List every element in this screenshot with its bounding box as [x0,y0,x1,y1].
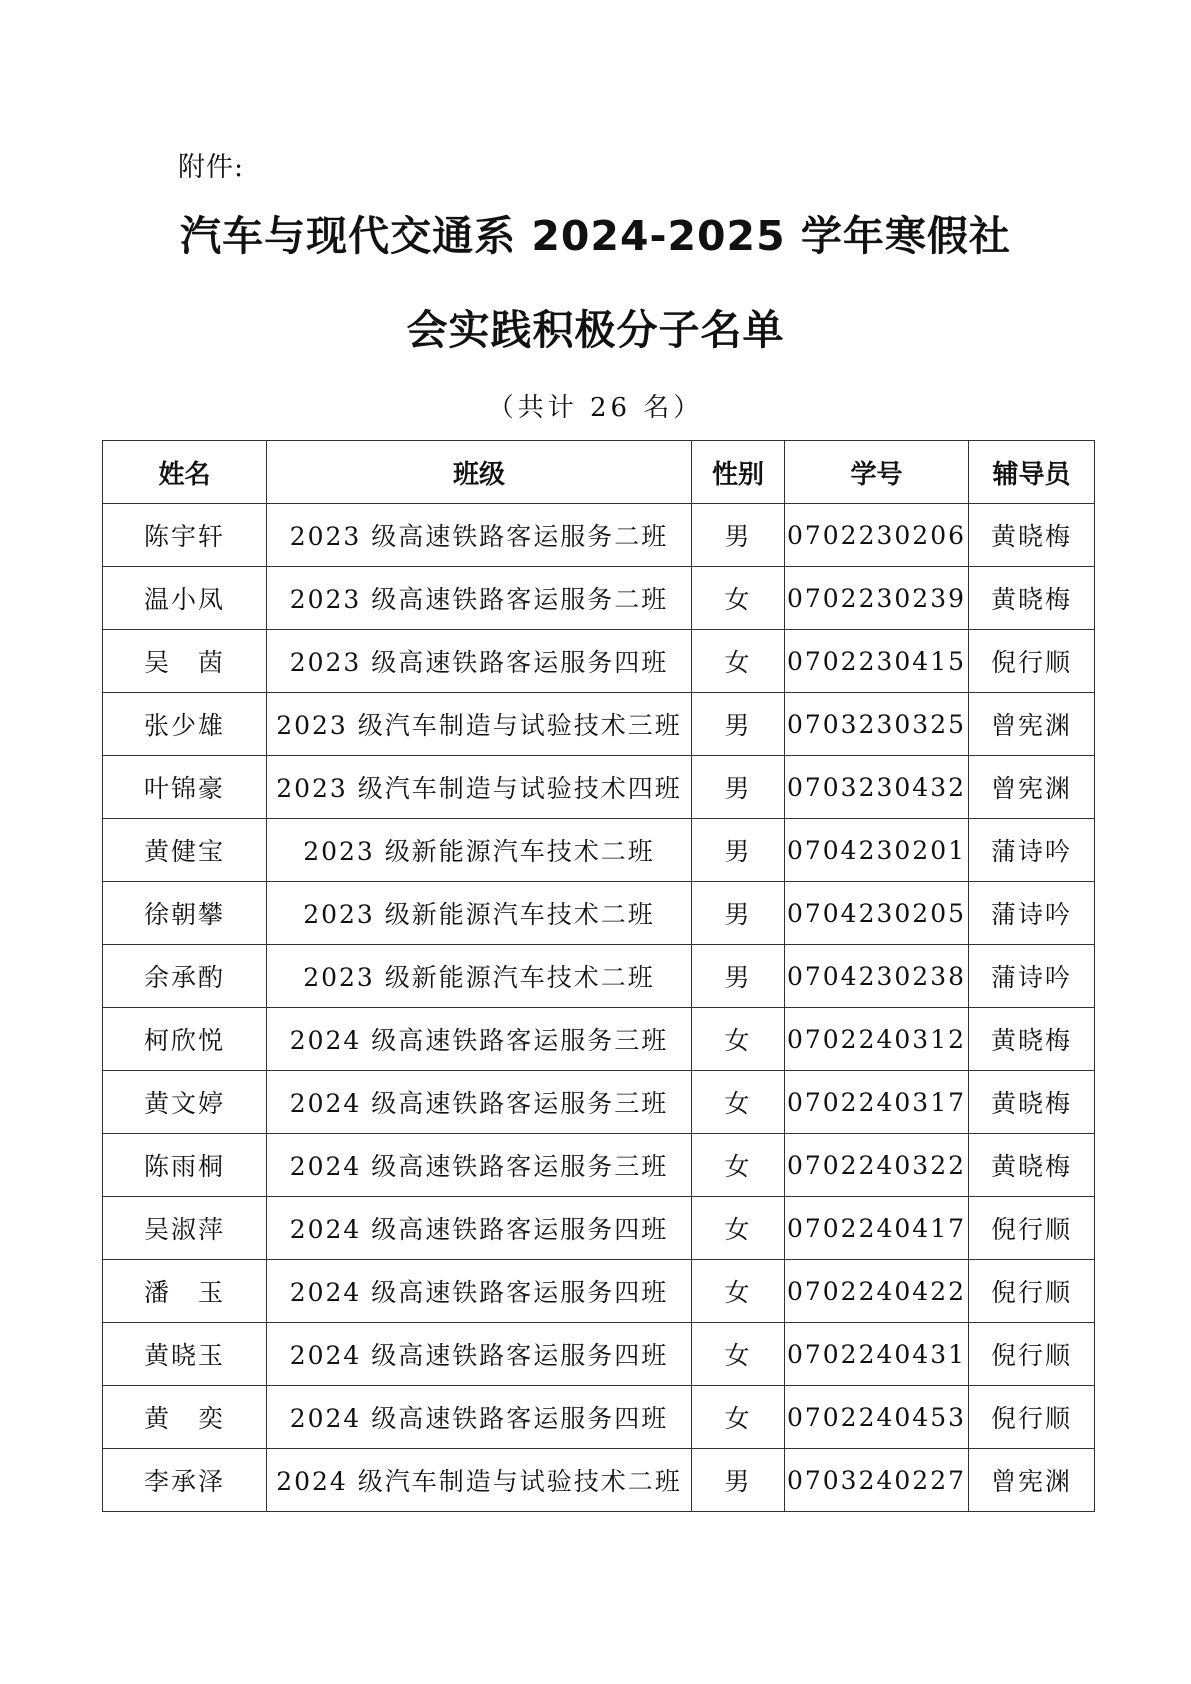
cell-name: 温小凤 [103,567,267,630]
cell-class: 2024 级高速铁路客运服务三班 [267,1071,692,1134]
cell-name: 潘 玉 [103,1260,267,1323]
table-row [103,1386,1095,1449]
table-row [103,1134,1095,1197]
cell-gender: 女 [692,567,785,630]
cell-class: 2024 级高速铁路客运服务四班 [267,1386,692,1449]
roster-table [102,440,1095,1512]
cell-name: 吴淑萍 [103,1197,267,1260]
table-row [103,756,1095,819]
cell-name: 叶锦豪 [103,756,267,819]
cell-counselor: 黄晓梅 [969,1134,1095,1197]
cell-class: 2023 级高速铁路客运服务四班 [267,630,692,693]
cell-gender: 男 [692,693,785,756]
cell-counselor: 倪行顺 [969,630,1095,693]
cell-student-id: 0702240417 [785,1197,969,1260]
table-row [103,1323,1095,1386]
cell-gender: 女 [692,1071,785,1134]
cell-counselor: 倪行顺 [969,1386,1095,1449]
cell-class: 2024 级高速铁路客运服务三班 [267,1134,692,1197]
cell-gender: 女 [692,630,785,693]
cell-counselor: 倪行顺 [969,1260,1095,1323]
table-row [103,1260,1095,1323]
cell-name: 黄文婷 [103,1071,267,1134]
attachment-label: 附件: [178,152,245,183]
cell-class: 2023 级新能源汽车技术二班 [267,945,692,1008]
cell-class: 2024 级汽车制造与试验技术二班 [267,1449,692,1512]
table-row [103,945,1095,1008]
cell-student-id: 0702240422 [785,1260,969,1323]
cell-gender: 男 [692,882,785,945]
cell-student-id: 0702230239 [785,567,969,630]
header-class: 班级 [267,441,692,504]
table-row [103,567,1095,630]
cell-counselor: 曾宪渊 [969,693,1095,756]
cell-class: 2024 级高速铁路客运服务四班 [267,1197,692,1260]
cell-class: 2024 级高速铁路客运服务四班 [267,1260,692,1323]
table-row [103,693,1095,756]
cell-student-id: 0704230205 [785,882,969,945]
cell-gender: 女 [692,1260,785,1323]
cell-name: 张少雄 [103,693,267,756]
table-row [103,1197,1095,1260]
cell-name: 李承泽 [103,1449,267,1512]
cell-name: 柯欣悦 [103,1008,267,1071]
cell-counselor: 蒲诗吟 [969,882,1095,945]
cell-gender: 女 [692,1134,785,1197]
header-gender: 性别 [692,441,785,504]
table-row [103,882,1095,945]
cell-gender: 女 [692,1323,785,1386]
cell-name: 黄 奕 [103,1386,267,1449]
cell-name: 陈宇轩 [103,504,267,567]
cell-class: 2023 级汽车制造与试验技术四班 [267,756,692,819]
table-header-row [103,441,1095,504]
table-row [103,1008,1095,1071]
cell-gender: 女 [692,1008,785,1071]
cell-class: 2023 级汽车制造与试验技术三班 [267,693,692,756]
cell-name: 黄晓玉 [103,1323,267,1386]
cell-gender: 男 [692,756,785,819]
cell-name: 吴 茵 [103,630,267,693]
cell-counselor: 黄晓梅 [969,1008,1095,1071]
cell-class: 2023 级新能源汽车技术二班 [267,819,692,882]
cell-student-id: 0702240431 [785,1323,969,1386]
cell-counselor: 曾宪渊 [969,756,1095,819]
cell-class: 2023 级新能源汽车技术二班 [267,882,692,945]
cell-student-id: 0703240227 [785,1449,969,1512]
cell-class: 2023 级高速铁路客运服务二班 [267,567,692,630]
cell-student-id: 0702240322 [785,1134,969,1197]
table-row [103,504,1095,567]
roster-body [103,504,1095,1512]
cell-student-id: 0702230206 [785,504,969,567]
table-row [103,1071,1095,1134]
cell-name: 黄健宝 [103,819,267,882]
cell-gender: 女 [692,1386,785,1449]
total-count: （共计 26 名） [487,393,704,423]
table-row [103,819,1095,882]
cell-student-id: 0704230201 [785,819,969,882]
header-student-id: 学号 [785,441,969,504]
document-title-line-1: 汽车与现代交通系 2024-2025 学年寒假社 [180,212,1011,260]
cell-student-id: 0702240453 [785,1386,969,1449]
cell-name: 陈雨桐 [103,1134,267,1197]
cell-student-id: 0704230238 [785,945,969,1008]
cell-counselor: 黄晓梅 [969,1071,1095,1134]
cell-student-id: 0702230415 [785,630,969,693]
cell-counselor: 黄晓梅 [969,504,1095,567]
cell-counselor: 蒲诗吟 [969,819,1095,882]
table-row [103,1449,1095,1512]
cell-gender: 男 [692,819,785,882]
cell-counselor: 倪行顺 [969,1197,1095,1260]
cell-gender: 男 [692,945,785,1008]
cell-student-id: 0702240317 [785,1071,969,1134]
cell-counselor: 曾宪渊 [969,1449,1095,1512]
cell-counselor: 蒲诗吟 [969,945,1095,1008]
cell-student-id: 0703230325 [785,693,969,756]
cell-class: 2024 级高速铁路客运服务四班 [267,1323,692,1386]
cell-student-id: 0702240312 [785,1008,969,1071]
cell-class: 2023 级高速铁路客运服务二班 [267,504,692,567]
cell-name: 余承酌 [103,945,267,1008]
cell-counselor: 黄晓梅 [969,567,1095,630]
cell-gender: 男 [692,1449,785,1512]
header-counselor: 辅导员 [969,441,1095,504]
cell-name: 徐朝攀 [103,882,267,945]
table-row [103,630,1095,693]
header-name: 姓名 [103,441,267,504]
cell-class: 2024 级高速铁路客运服务三班 [267,1008,692,1071]
cell-gender: 男 [692,504,785,567]
document-title-line-2: 会实践积极分子名单 [406,306,785,354]
cell-gender: 女 [692,1197,785,1260]
cell-student-id: 0703230432 [785,756,969,819]
cell-counselor: 倪行顺 [969,1323,1095,1386]
